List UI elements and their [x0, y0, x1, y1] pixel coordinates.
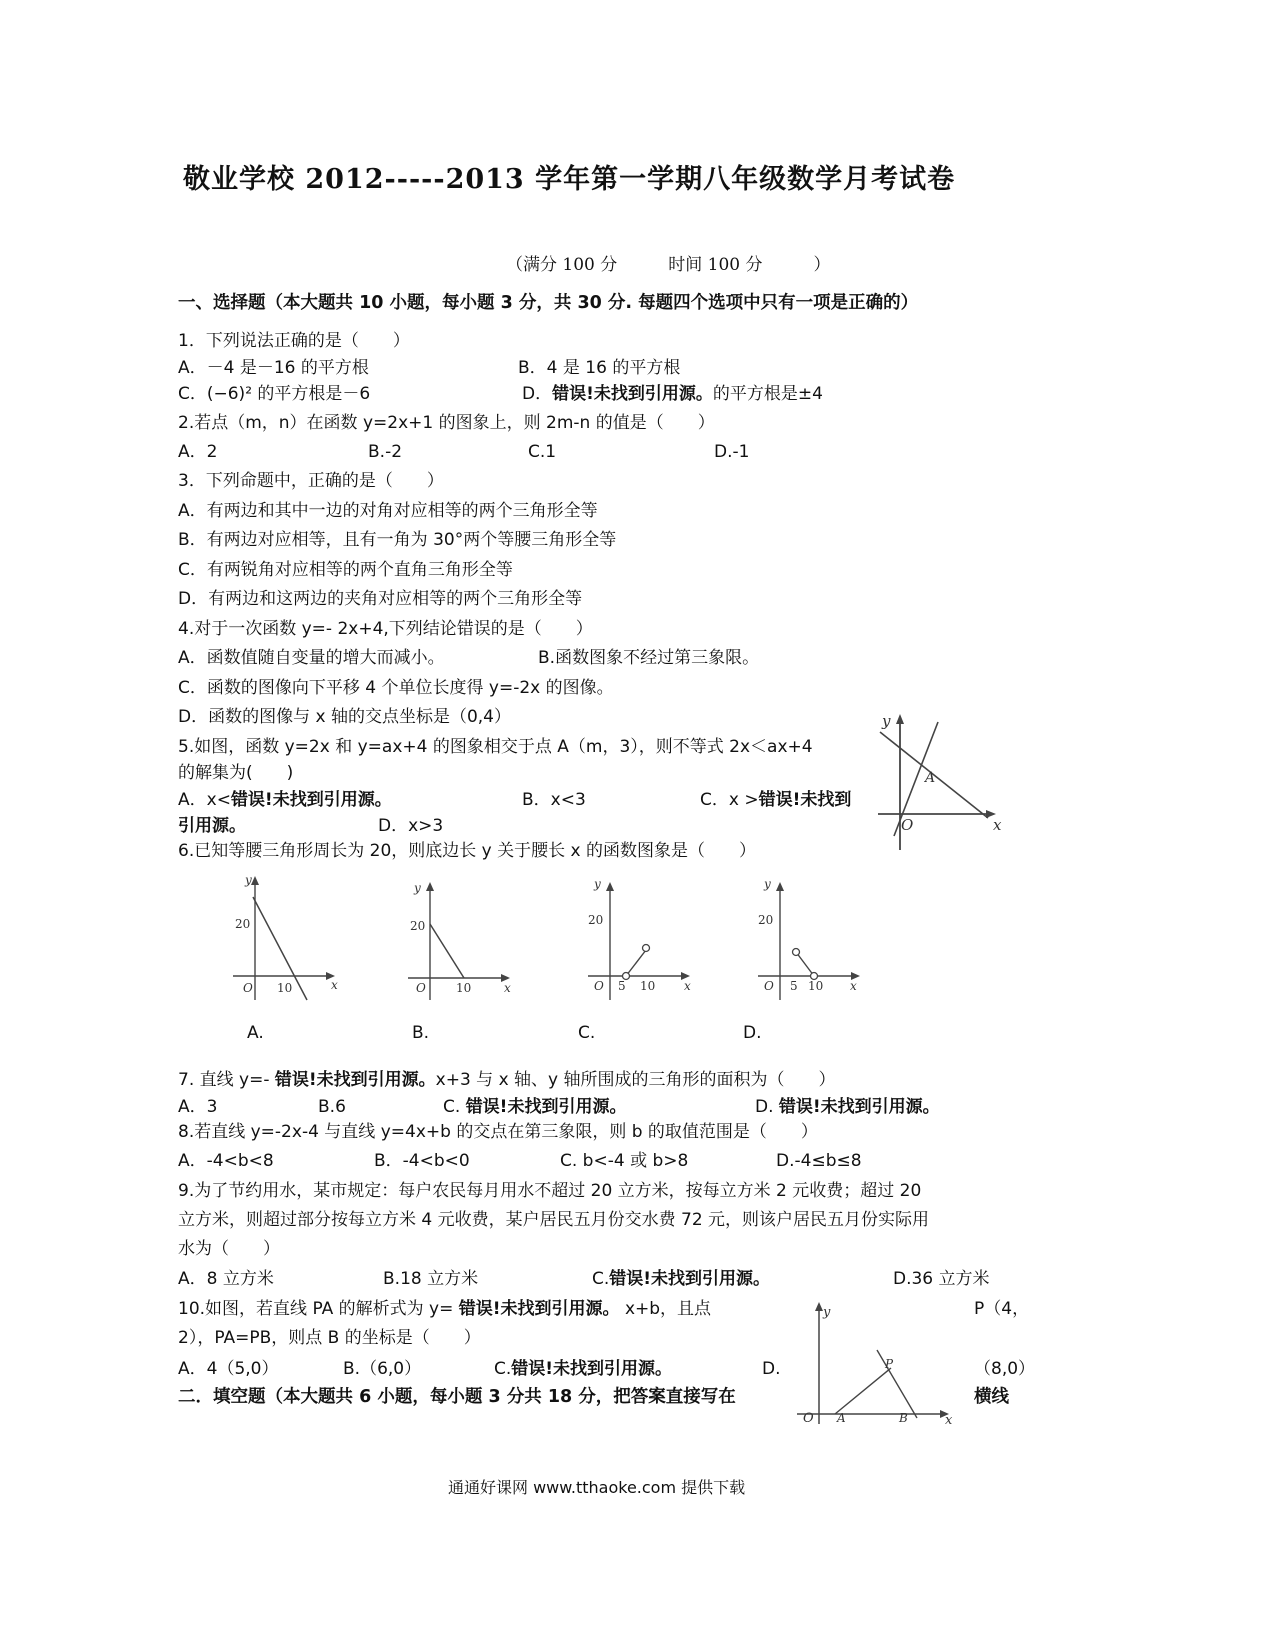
q6-label-c: C.: [578, 1023, 596, 1043]
q8-option-d: D.-4≤b≤8: [776, 1151, 862, 1171]
citation-error: 错误!未找到: [758, 790, 852, 810]
question-10-stem-right: P（4，: [974, 1299, 1030, 1319]
q3-option-b: B．有两边对应相等，且有一角为 30°两个等腰三角形全等: [178, 530, 617, 550]
q3-option-a: A．有两边和其中一边的对角对应相等的两个三角形全等: [178, 501, 598, 521]
line-pa: [835, 1368, 891, 1414]
q1-option-a: A．－4 是－16 的平方根: [178, 358, 369, 378]
q5-option-b: B．x<3: [522, 790, 586, 810]
y-arrow-icon: [896, 714, 904, 724]
citation-error: 错误!未找到引用源。: [274, 1070, 436, 1090]
q9-option-c: C.错误!未找到引用源。: [592, 1269, 771, 1289]
svg-text:x: x: [684, 979, 691, 993]
svg-text:20: 20: [410, 919, 426, 933]
q10-option-d: D.: [762, 1359, 781, 1379]
svg-text:y: y: [823, 1305, 831, 1320]
section-1-heading: 一、选择题（本大题共 10 小题，每小题 3 分，共 30 分. 每题四个选项中只有一项是正确的）: [178, 293, 919, 313]
y-label: y: [882, 712, 891, 730]
point-a-label: A: [925, 770, 936, 786]
svg-text:20: 20: [758, 913, 774, 927]
q1-option-b: B．4 是 16 的平方根: [518, 358, 681, 378]
q6-label-d: D.: [743, 1023, 762, 1043]
q10-option-d-value: （8,0）: [974, 1359, 1036, 1379]
question-4-stem: 4.对于一次函数 y=- 2x+4,下列结论错误的是（ ）: [178, 619, 593, 639]
svg-text:x: x: [850, 979, 857, 993]
q3-option-d: D．有两边和这两边的夹角对应相等的两个三角形全等: [178, 589, 583, 609]
question-7-stem: 7. 直线 y=- 错误!未找到引用源。x+3 与 x 轴、y 轴所围成的三角形的面积为（ ）: [178, 1070, 836, 1090]
section-2-heading-right: 横线: [974, 1387, 1009, 1407]
q2-option-b: B.-2: [368, 442, 403, 462]
q6-label-a: A.: [247, 1023, 264, 1043]
section-2-heading: 二．填空题（本大题共 6 小题，每小题 3 分共 18 分，把答案直接写在: [178, 1387, 736, 1407]
citation-error: 错误!未找到引用源。: [609, 1269, 771, 1289]
q8-option-b: B．-4<b<0: [374, 1151, 470, 1171]
svg-text:O: O: [803, 1411, 814, 1426]
q8-option-a: A．-4<b<8: [178, 1151, 274, 1171]
q3-option-c: C．有两锐角对应相等的两个直角三角形全等: [178, 560, 513, 580]
question-9-line-2: 立方米，则超过部分按每立方米 4 元收费，某户居民五月份交水费 72 元，则该户居民五月份实际用: [178, 1210, 930, 1230]
q5-option-c-cont: 引用源。: [178, 816, 246, 836]
citation-error: 错误!未找到引用源。: [778, 1097, 940, 1117]
citation-error: 错误!未找到引用源。: [511, 1359, 673, 1379]
q4-option-a: A．函数值随自变量的增大而减小。: [178, 648, 445, 668]
q6-graph-c: [580, 872, 705, 1004]
svg-text:20: 20: [588, 913, 604, 927]
q7-option-a: A．3: [178, 1097, 218, 1117]
question-10-stem: 10.如图，若直线 PA 的解析式为 y= 错误!未找到引用源。 x+b，且点: [178, 1299, 712, 1319]
q6-label-b: B.: [412, 1023, 430, 1043]
footer-source: 通通好课网 www.tthaoke.com 提供下载: [448, 1478, 746, 1497]
y-arrow-icon: [815, 1302, 823, 1311]
q9-option-d: D.36 立方米: [893, 1269, 990, 1289]
question-9-line-3: 水为（ ）: [178, 1239, 280, 1259]
svg-text:O: O: [764, 979, 774, 993]
q2-option-c: C.1: [528, 442, 557, 462]
svg-text:y: y: [764, 877, 771, 891]
q10-figure: [795, 1296, 965, 1431]
question-6-stem: 6.已知等腰三角形周长为 20，则底边长 y 关于腰长 x 的函数图象是（ ）: [178, 841, 756, 861]
citation-error: 错误!未找到引用源。: [552, 384, 713, 404]
q4-option-b: B.函数图象不经过第三象限。: [538, 648, 760, 668]
question-2-stem: 2.若点（m，n）在函数 y=2x+1 的图象上，则 2m-n 的值是（ ）: [178, 413, 715, 433]
svg-text:10: 10: [808, 979, 824, 993]
svg-text:5: 5: [618, 979, 626, 993]
exam-info: （满分 100 分 时间 100 分 ）: [506, 255, 831, 275]
q9-option-a: A．8 立方米: [178, 1269, 274, 1289]
y-arrow-icon: [606, 882, 614, 891]
q5-option-a: A．x<错误!未找到引用源。: [178, 790, 392, 810]
q7-option-c: C. 错误!未找到引用源。: [443, 1097, 627, 1117]
svg-text:O: O: [594, 979, 604, 993]
q6-graph-b: [400, 872, 525, 1004]
question-5-stem: 5.如图，函数 y=2x 和 y=ax+4 的图象相交于点 A（m，3），则不等式 2x＜ax+4: [178, 737, 813, 757]
x-label: x: [993, 816, 1002, 834]
svg-text:10: 10: [456, 981, 472, 995]
svg-text:20: 20: [235, 917, 251, 931]
svg-text:x: x: [945, 1413, 953, 1428]
q5-figure: [872, 710, 1012, 860]
line-pb: [877, 1350, 917, 1418]
svg-text:x: x: [331, 978, 338, 992]
question-1-stem: 1．下列说法正确的是（ ）: [178, 331, 410, 351]
svg-text:A: A: [837, 1411, 846, 1425]
q2-option-d: D.-1: [714, 442, 750, 462]
q1-option-d: D．错误!未找到引用源。的平方根是±4: [522, 384, 823, 404]
q10-option-c: C.错误!未找到引用源。: [494, 1359, 673, 1379]
q5-option-c: C．x >错误!未找到: [700, 790, 852, 810]
svg-text:O: O: [243, 981, 253, 995]
svg-text:B: B: [899, 1411, 908, 1425]
y-arrow-icon: [426, 882, 434, 891]
q10-option-a: A．4（5,0）: [178, 1359, 279, 1379]
svg-text:x: x: [504, 981, 511, 995]
question-8-stem: 8.若直线 y=-2x-4 与直线 y=4x+b 的交点在第三象限，则 b 的取值范围是（ ）: [178, 1122, 818, 1142]
q6-graph-a: [225, 872, 350, 1004]
q2-option-a: A．2: [178, 442, 218, 462]
svg-text:10: 10: [640, 979, 656, 993]
q9-option-b: B.18 立方米: [383, 1269, 479, 1289]
question-3-stem: 3．下列命题中，正确的是（ ）: [178, 471, 444, 491]
q8-option-c: C. b<-4 或 b>8: [560, 1151, 689, 1171]
q4-option-d: D．函数的图像与 x 轴的交点坐标是（0,4）: [178, 707, 511, 727]
q7-option-d: D. 错误!未找到引用源。: [755, 1097, 940, 1117]
q6-graph-d: [750, 872, 875, 1004]
question-5-stem-cont: 的解集为( ): [178, 763, 294, 783]
citation-error: 错误!未找到引用源。: [230, 790, 392, 810]
svg-text:y: y: [594, 877, 601, 891]
y-arrow-icon: [251, 876, 259, 885]
question-9-line-1: 9.为了节约用水，某市规定：每户农民每月用水不超过 20 立方米，按每立方米 2 元收费；超过 20: [178, 1181, 922, 1201]
svg-text:y: y: [245, 873, 252, 887]
origin-label: O: [901, 816, 914, 834]
q5-option-d: D．x>3: [378, 816, 444, 836]
citation-error: 错误!未找到引用源。: [458, 1299, 620, 1319]
question-10-stem-cont: 2），PA=PB，则点 B 的坐标是（ ）: [178, 1328, 481, 1348]
page-title: 敬业学校 2012-----2013 学年第一学期八年级数学月考试卷: [183, 164, 956, 195]
svg-text:y: y: [414, 881, 421, 895]
q10-option-b: B.（6,0）: [343, 1359, 422, 1379]
svg-text:5: 5: [790, 979, 798, 993]
y-arrow-icon: [776, 882, 784, 891]
svg-text:P: P: [885, 1357, 894, 1371]
q7-option-b: B.6: [318, 1097, 346, 1117]
citation-error: 错误!未找到引用源。: [465, 1097, 627, 1117]
q1-option-c: C．(−6)² 的平方根是－6: [178, 384, 371, 404]
svg-text:O: O: [416, 981, 426, 995]
svg-text:10: 10: [277, 981, 293, 995]
q4-option-c: C．函数的图像向下平移 4 个单位长度得 y=-2x 的图像。: [178, 678, 614, 698]
